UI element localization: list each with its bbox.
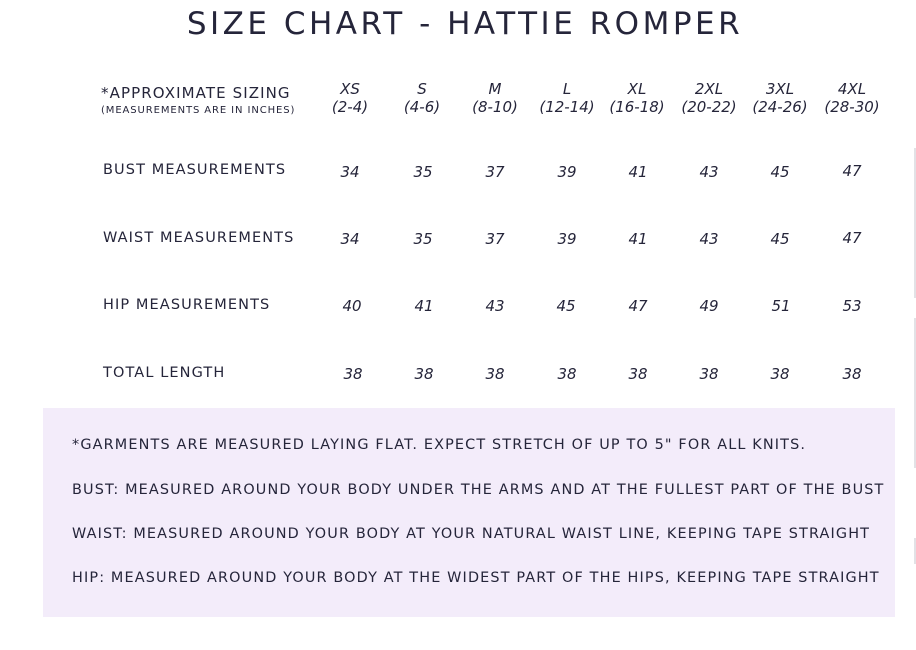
size-name: 2XL: [694, 80, 724, 98]
size-range: (28-30): [824, 98, 880, 116]
table-cell: 38: [699, 365, 719, 383]
size-range: (24-26): [752, 98, 808, 116]
size-name: M: [488, 80, 502, 98]
table-cell: 43: [699, 163, 719, 181]
table-cell: 47: [842, 162, 862, 180]
size-column-header: [812, 80, 892, 116]
size-name: L: [562, 80, 572, 98]
size-column-header: [740, 80, 820, 116]
table-cell: 49: [699, 297, 719, 315]
table-cell: 38: [485, 365, 505, 383]
size-range: (2-4): [331, 98, 369, 116]
row-label-total-length: TOTAL LENGTH: [103, 365, 226, 381]
table-cell: 53: [842, 297, 862, 315]
table-cell: 41: [628, 230, 648, 248]
size-range: (4-6): [403, 98, 441, 116]
row-label-hip: HIP MEASUREMENTS: [103, 297, 271, 313]
table-cell: 39: [557, 230, 577, 248]
size-name: 3XL: [765, 80, 795, 98]
row-label-bust: BUST MEASUREMENTS: [103, 162, 287, 178]
table-cell: 35: [413, 163, 433, 181]
table-cell: 38: [628, 365, 648, 383]
size-column-header: [382, 80, 462, 116]
table-cell: 37: [485, 163, 505, 181]
table-cell: 45: [556, 297, 576, 315]
table-cell: 45: [770, 230, 790, 248]
size-range: (16-18): [609, 98, 665, 116]
table-cell: 41: [414, 297, 434, 315]
size-column-header: [527, 80, 607, 116]
table-cell: 47: [842, 229, 862, 247]
note-bust: BUST: MEASURED AROUND YOUR BODY UNDER THE ARMS AND AT THE FULLEST PART OF THE BUST: [72, 482, 885, 498]
size-range: (20-22): [681, 98, 737, 116]
table-cell: 39: [557, 163, 577, 181]
sizing-header-sublabel: (MEASUREMENTS ARE IN INCHES): [101, 105, 296, 116]
row-label-waist: WAIST MEASUREMENTS: [103, 230, 295, 246]
table-cell: 37: [485, 230, 505, 248]
size-column-header: [310, 80, 390, 116]
page-title: SIZE CHART - HATTIE ROMPER: [186, 6, 744, 42]
note-hip: HIP: MEASURED AROUND YOUR BODY AT THE WIDEST PART OF THE HIPS, KEEPING TAPE STRAIGHT: [72, 570, 880, 586]
table-cell: 43: [485, 297, 505, 315]
table-cell: 38: [414, 365, 434, 383]
size-name: XL: [627, 80, 647, 98]
table-cell: 43: [699, 230, 719, 248]
size-name: XS: [340, 80, 360, 98]
sizing-header-label: *APPROXIMATE SIZING: [101, 84, 291, 102]
table-cell: 38: [842, 365, 862, 383]
table-cell: 38: [343, 365, 363, 383]
table-cell: 40: [342, 297, 362, 315]
table-cell: 38: [770, 365, 790, 383]
size-column-header: [669, 80, 749, 116]
note-waist: WAIST: MEASURED AROUND YOUR BODY AT YOUR NATURAL WAIST LINE, KEEPING TAPE STRAIGHT: [72, 526, 871, 542]
table-cell: 41: [628, 163, 648, 181]
size-range: (12-14): [539, 98, 595, 116]
size-column-header: [597, 80, 677, 116]
size-range: (8-10): [472, 98, 518, 116]
note-garments: *GARMENTS ARE MEASURED LAYING FLAT. EXPECT STRETCH OF UP TO 5" FOR ALL KNITS.: [72, 437, 807, 453]
size-name: 4XL: [837, 80, 867, 98]
table-cell: 45: [770, 163, 790, 181]
size-column-header: [455, 80, 535, 116]
table-cell: 34: [340, 230, 360, 248]
table-cell: 47: [628, 297, 648, 315]
measurement-notes-panel: [43, 408, 895, 617]
table-cell: 51: [771, 297, 791, 315]
size-name: S: [417, 80, 427, 98]
table-cell: 34: [340, 163, 360, 181]
table-cell: 35: [413, 230, 433, 248]
table-cell: 38: [557, 365, 577, 383]
